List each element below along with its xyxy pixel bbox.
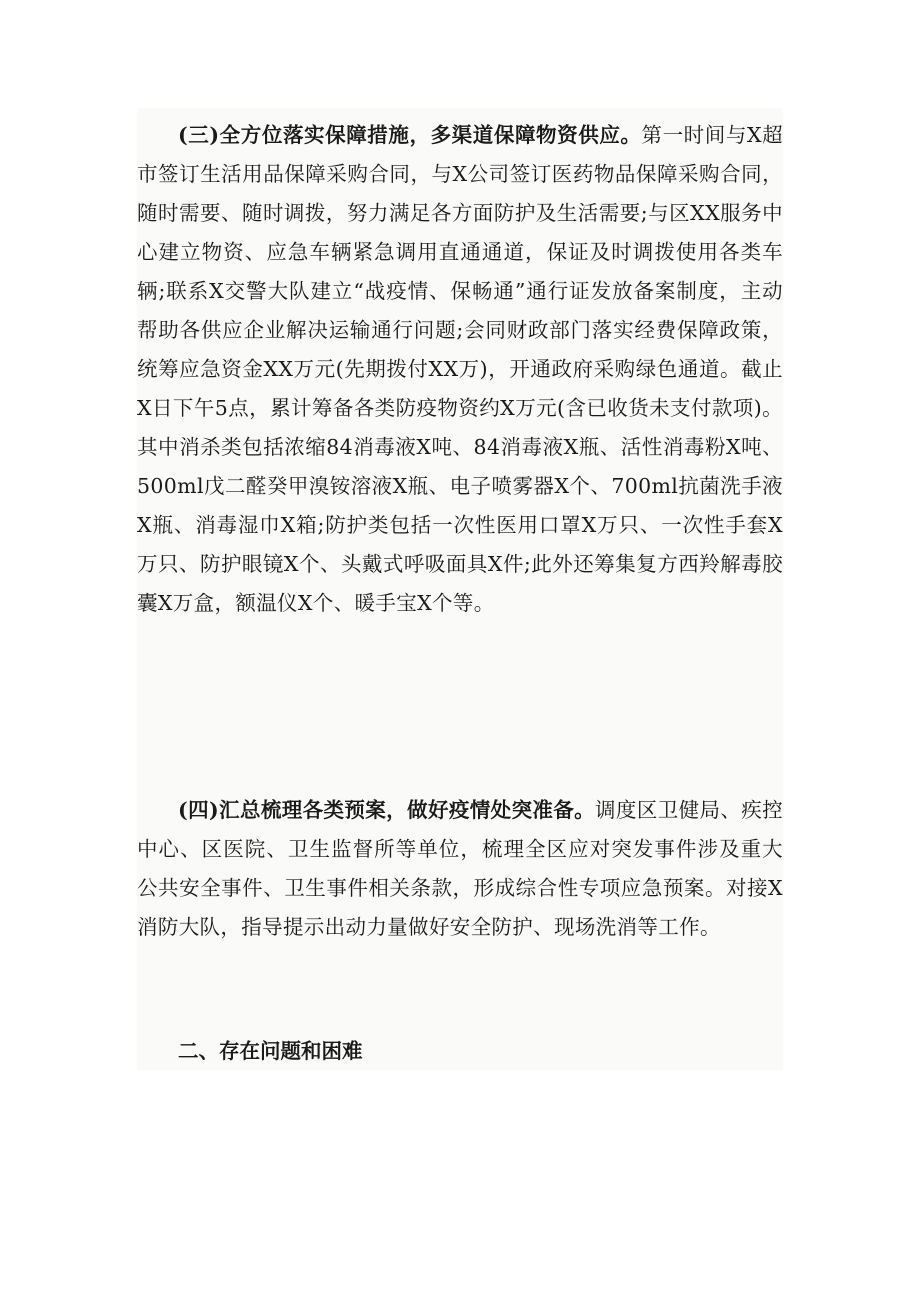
paragraph-section-3 xyxy=(137,116,783,623)
section-3-body: 第一时间与X超市签订生活用品保障采购合同，与X公司签订医药物品保障采购合同，随时需要、随时调拨，努力满足各方面防护及生活需要;与区XX服务中心建立物资、应急车辆紧急调用直通通道，保证及时调拨使用各类车辆;联系X交警大队建立“战疫情、保畅通”通行证发放备案制度，主动帮助各供应企业解决运输通行问题;会同财政部门落实经费保障政策，统筹应急资金XX万元(先期拨付XX万)，开通政府采购绿色通道。截止X日下午5点，累计筹备各类防疫物资约X万元(含已收货未支付款项)。其中消杀类包括浓缩84消毒液X吨、84消毒液X瓶、活性消毒粉X吨、500ml戊二醛癸甲溴铵溶液X瓶、电子喷雾器X个、700ml抗菌洗手液X瓶、消毒湿巾X箱;防护类包括一次性医用口罩X万只、一次性手套X万只、防护眼镜X个、头戴式呼吸面具X件;此外还筹集复方西羚解毒胶囊X万盒，额温仪X个、暖手宝X个等。 xyxy=(137,123,783,615)
section-4-body: 调度区卫健局、疾控中心、区医院、卫生监督所等单位，梳理全区应对突发事件涉及重大公共安全事件、卫生事件相关条款，形成综合性专项应急预案。对接X消防大队，指导提示出动力量做好安全防护、现场洗消等工作。 xyxy=(137,798,783,939)
section-4-lead: (四)汇总梳理各类预案，做好疫情处突准备。 xyxy=(178,798,596,822)
heading-problems-difficulties: 二、存在问题和困难 xyxy=(178,1039,363,1063)
paragraph-section-4 xyxy=(137,791,783,947)
document-text-block xyxy=(137,108,783,1070)
section-3-lead: (三)全方位落实保障措施，多渠道保障物资供应。 xyxy=(178,123,642,147)
